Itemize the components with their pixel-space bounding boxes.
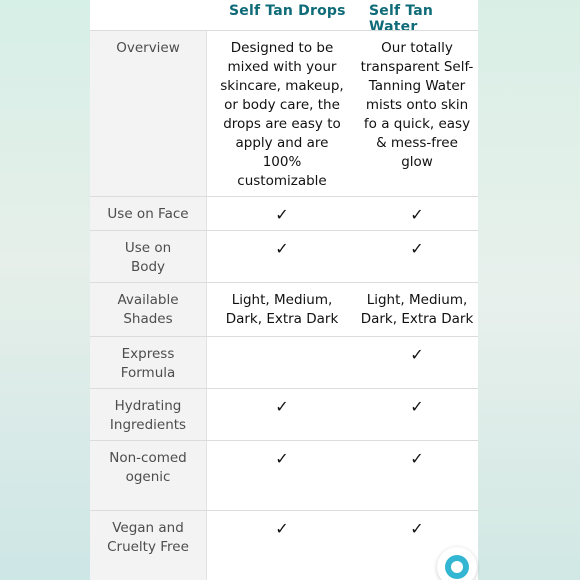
comparison-panel bbox=[90, 0, 478, 580]
table-row-use-on-body bbox=[90, 230, 478, 283]
check-icon: ✓ bbox=[410, 205, 424, 224]
row-label: Non-comedogenic bbox=[90, 441, 207, 511]
column-header-drops: Self Tan Drops bbox=[229, 3, 346, 19]
cell-drops: Designed to be mixed with your skincare, makeup, or body care, the drops are easy to apply and are 100% customizable bbox=[220, 40, 344, 189]
row-label: Use on Face bbox=[90, 197, 207, 231]
cell-drops bbox=[208, 511, 356, 580]
table-row-use-on-face bbox=[90, 196, 478, 231]
check-icon: ✓ bbox=[410, 519, 424, 538]
cell-water bbox=[356, 197, 478, 231]
row-label: Express Formula bbox=[90, 337, 207, 389]
comparison-table bbox=[90, 0, 478, 555]
cell-drops bbox=[208, 231, 356, 283]
check-icon: ✓ bbox=[410, 449, 424, 468]
background-right bbox=[478, 0, 580, 580]
header-row bbox=[90, 0, 478, 35]
alexa-icon[interactable] bbox=[437, 547, 477, 580]
cell-drops bbox=[208, 441, 356, 511]
cell-water bbox=[356, 231, 478, 283]
alexa-ring-icon bbox=[445, 555, 469, 579]
check-icon: ✓ bbox=[275, 449, 289, 468]
table-row-overview bbox=[90, 30, 478, 197]
check-icon: ✓ bbox=[410, 345, 424, 364]
check-icon: ✓ bbox=[275, 205, 289, 224]
table-row-vegan-cruelty-free bbox=[90, 510, 478, 580]
check-icon: ✓ bbox=[410, 397, 424, 416]
cell-drops: Light, Medium, Dark, Extra Dark bbox=[225, 292, 339, 327]
background-left bbox=[0, 0, 90, 580]
cell-water bbox=[356, 441, 478, 511]
table-row-hydrating-ingredients bbox=[90, 388, 478, 441]
cell-drops bbox=[208, 337, 356, 389]
row-label: Hydrating Ingredients bbox=[90, 389, 207, 441]
row-label: Use on Body bbox=[90, 231, 207, 283]
check-icon: ✓ bbox=[275, 519, 289, 538]
row-label: Overview bbox=[90, 31, 207, 197]
check-icon: ✓ bbox=[410, 239, 424, 258]
row-label: Available Shades bbox=[90, 283, 207, 337]
cell-water: Light, Medium, Dark, Extra Dark bbox=[360, 292, 474, 327]
cell-drops bbox=[208, 197, 356, 231]
row-label: Vegan and Cruelty Free bbox=[90, 511, 207, 580]
cell-water bbox=[356, 389, 478, 441]
cell-water: Our totally transparent Self-Tanning Water mists onto skin fo a quick, easy & mess-free glow bbox=[360, 40, 474, 170]
table-row-available-shades bbox=[90, 282, 478, 337]
table-row-express-formula bbox=[90, 336, 478, 389]
check-icon: ✓ bbox=[275, 239, 289, 258]
cell-drops bbox=[208, 389, 356, 441]
table-row-non-comedogenic bbox=[90, 440, 478, 511]
column-header-water: Self Tan Water bbox=[369, 3, 434, 35]
check-icon: ✓ bbox=[275, 397, 289, 416]
cell-water bbox=[356, 337, 478, 389]
